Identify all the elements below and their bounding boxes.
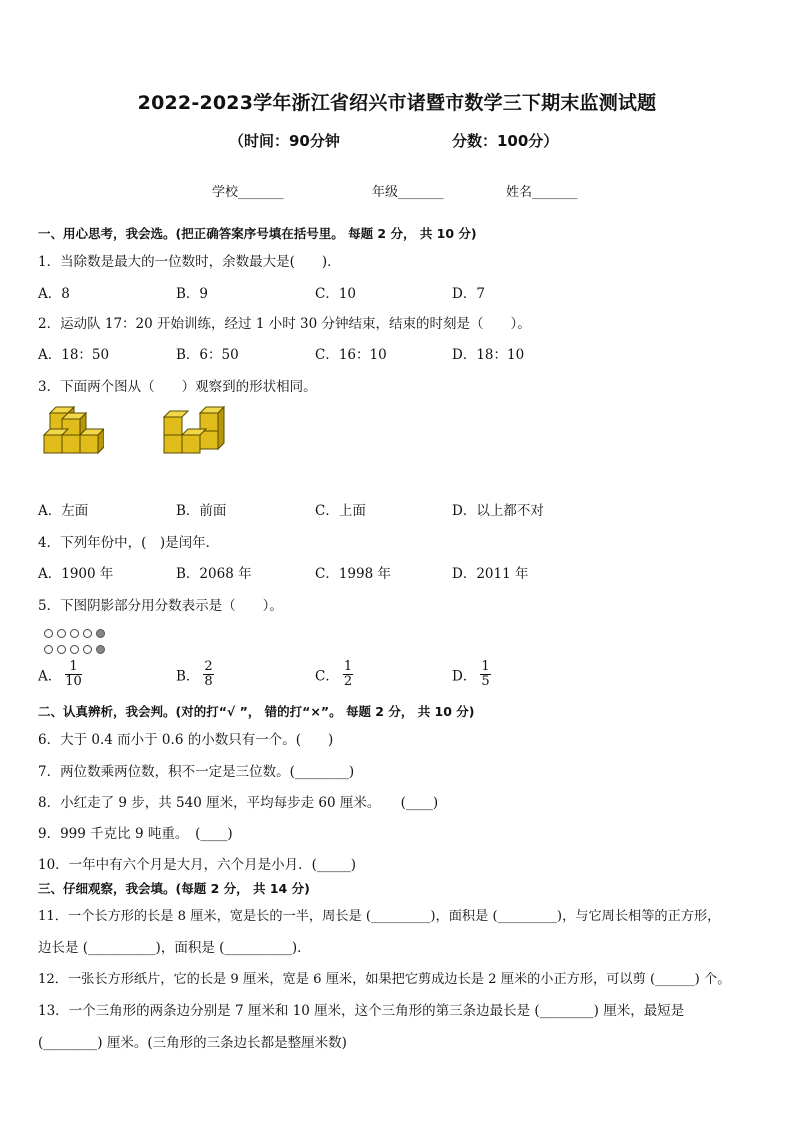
q1-option-d: D．7 <box>452 286 485 302</box>
q1-option-b: B．9 <box>176 286 209 302</box>
question-8: 8．小红走了 9 步，共 540 厘米，平均每步走 60 厘米。 (____) <box>38 795 439 811</box>
name-field: 姓名_______ <box>506 185 578 200</box>
question-1: 1．当除数是最大的一位数时，余数最大是( )． <box>38 254 341 270</box>
q5-option-d-label: D． <box>452 668 477 685</box>
question-3: 3．下面两个图从（ ）观察到的形状相同。 <box>38 379 317 395</box>
q3-option-c: C．上面 <box>315 503 366 519</box>
question-13-line-2: (________) 厘米。(三角形的三条边长都是整厘米数) <box>38 1035 347 1051</box>
circle <box>70 629 79 638</box>
fraction-a <box>65 660 82 689</box>
q2-option-c: C．16：10 <box>315 347 387 363</box>
section-1-heading: 一、用心思考，我会选。(把正确答案序号填在括号里。 每题 2 分， 共 10 分) <box>38 226 477 241</box>
circle <box>83 629 92 638</box>
question-5: 5．下图阴影部分用分数表示是（ ）。 <box>38 598 283 614</box>
q5-option-a-label: A． <box>38 668 62 685</box>
circle <box>70 645 79 654</box>
shaded-circle <box>96 645 105 654</box>
question-7: 7．两位数乘两位数，积不一定是三位数。(________) <box>38 764 355 780</box>
circle <box>83 645 92 654</box>
question-6: 6．大于 0.4 而小于 0.6 的小数只有一个。( ) <box>38 732 334 748</box>
question-13-line-1: 13．一个三角形的两条边分别是 7 厘米和 10 厘米，这个三角形的第三条边最长是 (________) 厘米，最短是 <box>38 1003 685 1019</box>
q1-option-c: C．10 <box>315 286 357 302</box>
q1-option-a: A．8 <box>38 286 70 302</box>
question-12: 12．一张长方形纸片，它的长是 9 厘米，宽是 6 厘米，如果把它剪成边长是 2 厘米的小正方形，可以剪 (______) 个。 <box>38 972 731 987</box>
page-title: 2022-2023学年浙江省绍兴市诸暨市数学三下期末监测试题 <box>137 92 657 114</box>
q5-option-c <box>315 660 353 689</box>
school-field: 学校_______ <box>212 185 284 200</box>
section-3-heading: 三、仔细观察，我会填。(每题 2 分， 共 14 分) <box>38 881 310 896</box>
question-9: 9．999 千克比 9 吨重。 (____) <box>38 826 233 842</box>
q2-option-d: D．18：10 <box>452 347 525 363</box>
q5-option-d <box>452 660 491 689</box>
q5-option-c-label: C． <box>315 668 339 685</box>
circle-figure <box>44 626 109 655</box>
q5-option-b-label: B． <box>176 668 200 685</box>
numerator: 1 <box>343 659 353 674</box>
numerator: 1 <box>481 659 490 674</box>
circle <box>44 645 53 654</box>
cube-figure-1 <box>42 405 104 455</box>
q2-option-b: B．6：50 <box>176 347 239 363</box>
cube-figure-2 <box>162 405 226 455</box>
shaded-circle <box>96 629 105 638</box>
exam-time: （时间：90分钟 <box>229 132 340 150</box>
question-4: 4．下列年份中，( )是闰年． <box>38 535 220 551</box>
q3-option-a: A．左面 <box>38 503 89 519</box>
numerator: 1 <box>65 660 82 675</box>
question-2: 2．运动队 17：20 开始训练，经过 1 小时 30 分钟结束，结束的时刻是（ ）。 <box>38 316 531 332</box>
q3-option-b: B．前面 <box>176 503 227 519</box>
section-2-heading: 二、认真辨析，我会判。(对的打“√ ”， 错的打“×”。 每题 2 分， 共 10 分) <box>38 704 475 719</box>
question-11-line-2: 边长是 (__________)，面积是 (__________)． <box>38 940 311 956</box>
grade-field: 年级_______ <box>372 185 444 200</box>
q5-option-a <box>38 660 82 689</box>
q3-option-d: D．以上都不对 <box>452 503 544 519</box>
circle <box>57 629 66 638</box>
circle <box>44 629 53 638</box>
q5-option-b <box>176 660 214 689</box>
q4-option-c: C．1998 年 <box>315 566 391 582</box>
question-10: 10．一年中有六个月是大月，六个月是小月．(_____) <box>38 857 356 873</box>
circle <box>57 645 66 654</box>
q4-option-d: D．2011 年 <box>452 566 529 582</box>
exam-score: 分数：100分） <box>452 132 559 150</box>
denominator: 10 <box>65 674 82 689</box>
numerator: 2 <box>204 659 213 674</box>
q4-option-b: B．2068 年 <box>176 566 252 582</box>
fraction-b <box>203 660 213 689</box>
question-11-line-1: 11．一个长方形的长是 8 厘米，宽是长的一半，周长是 (_________)，面积是 (_________)，与它周长相等的正方形， <box>38 909 721 924</box>
fraction-c <box>343 660 353 689</box>
fraction-d <box>480 660 490 689</box>
q2-option-a: A．18：50 <box>38 347 110 363</box>
denominator: 8 <box>204 674 213 689</box>
denominator: 2 <box>343 674 353 689</box>
denominator: 5 <box>481 674 490 689</box>
q4-option-a: A．1900 年 <box>38 566 114 582</box>
